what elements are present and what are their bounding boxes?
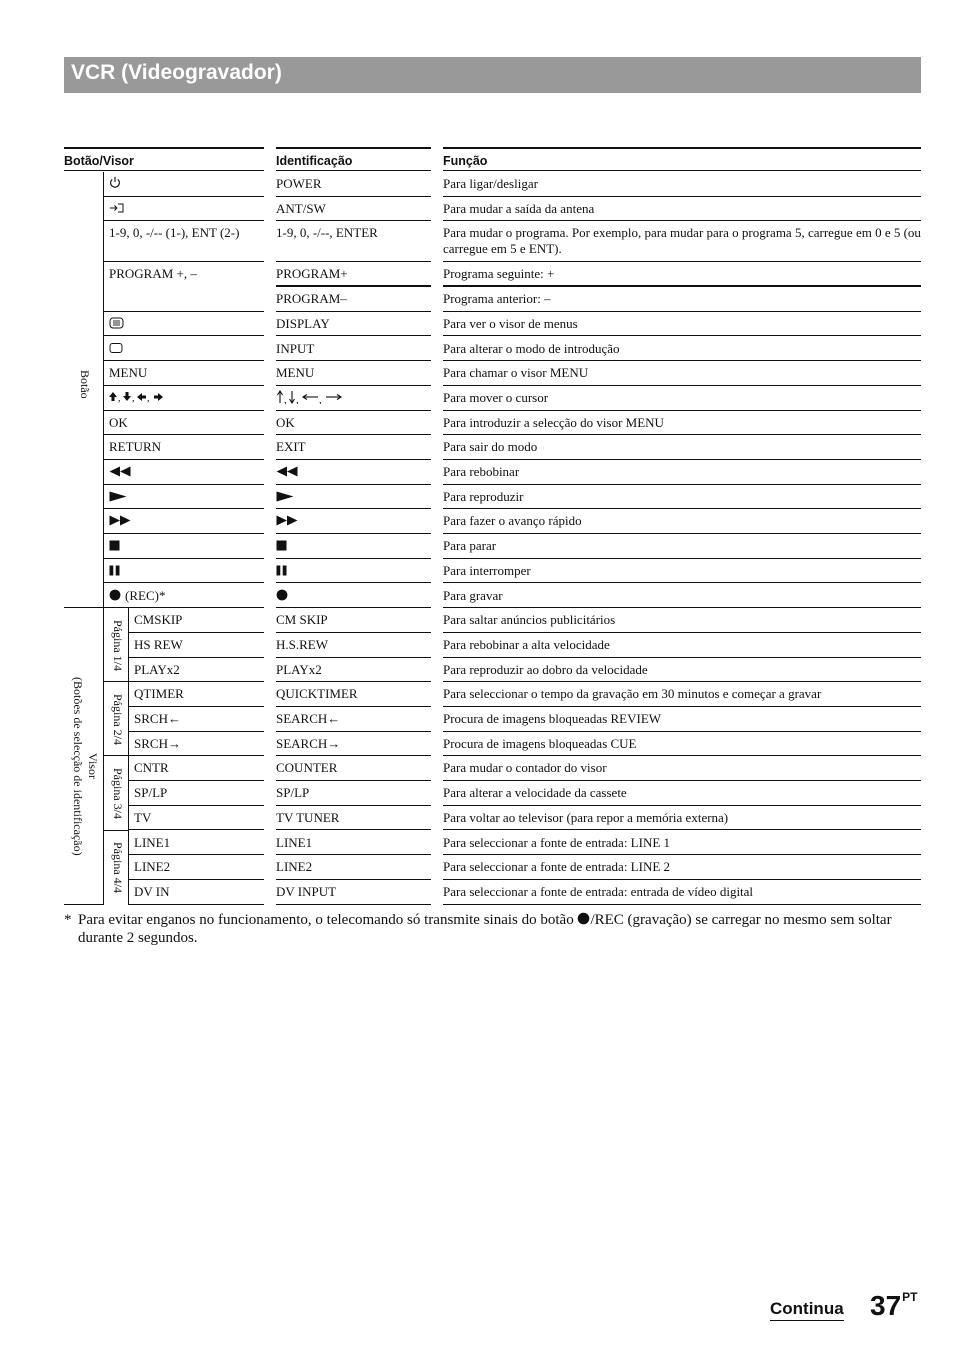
cell-text: Para voltar ao televisor (para repor a memória externa) (443, 809, 729, 825)
function-cell (443, 386, 921, 411)
input-icon (109, 342, 123, 354)
display-cell (129, 608, 264, 633)
function-cell (443, 509, 921, 534)
identification-cell (276, 411, 431, 436)
cell-text: Procura de imagens bloqueadas REVIEW (443, 711, 662, 726)
cell-text: Para introduzir a selecção do visor MENU (443, 414, 664, 430)
cell-text: MENU (276, 365, 315, 381)
identification-cell (276, 337, 431, 362)
cell-text: Para reproduzir (443, 488, 524, 504)
cell-text: (REC)* (125, 587, 166, 603)
svg-text:,: , (147, 392, 150, 403)
cell-text: INPUT (276, 340, 315, 356)
cell-text: SEARCH→ (276, 735, 341, 751)
cell-text: ANT/SW (276, 200, 326, 216)
button-cell (104, 197, 264, 222)
cell-text: Para interromper (443, 562, 531, 578)
cell-text: Para saltar anúncios publicitários (443, 612, 616, 628)
identification-cell (276, 855, 431, 880)
function-cell (443, 559, 921, 584)
cell-text: Para seleccionar a fonte de entrada: entrada de vídeo digital (443, 883, 754, 899)
cell-text: EXIT (276, 439, 306, 455)
cell-text: Para seleccionar a fonte de entrada: LINE 2 (443, 859, 671, 875)
button-cell (104, 435, 264, 460)
function-cell (443, 534, 921, 559)
footnote: * Para evitar enganos no funcionamento, o telecomando só transmite sinais do botão /REC (gravação) se carregar no mesmo sem soltar durante 2 segundos. (64, 912, 892, 946)
cell-text: TV (134, 809, 152, 825)
fast-forward-icon (276, 515, 298, 526)
identification-cell (276, 262, 431, 287)
cell-text: RETURN (109, 439, 161, 455)
page-separator (104, 755, 129, 756)
continue-label: Continua (770, 1299, 844, 1321)
button-cell (104, 509, 264, 534)
record-icon (276, 589, 288, 601)
identification-cell (276, 682, 431, 707)
function-cell (443, 855, 921, 880)
group-label-display: Visor (Botões de selecção de identificação) (71, 677, 100, 856)
play-icon (276, 491, 294, 502)
section-banner (64, 57, 921, 93)
cell-text: SRCH← (134, 711, 181, 726)
group-separator (64, 904, 104, 905)
cell-text: Para reproduzir ao dobro da velocidade (443, 661, 648, 677)
svg-text:,: , (132, 392, 135, 403)
function-cell (443, 485, 921, 510)
button-cell (104, 559, 264, 584)
function-cell (443, 435, 921, 460)
display-icon (109, 317, 124, 329)
identification-cell (276, 831, 431, 856)
pause-icon (109, 565, 120, 576)
svg-text:,: , (319, 393, 322, 404)
cell-text: OK (109, 414, 128, 430)
cell-text: Para mudar a saída da antena (443, 200, 595, 216)
display-cell (129, 682, 264, 707)
cell-text: DV IN (134, 883, 170, 899)
group-label-button: Botão (78, 370, 92, 399)
cell-text: QUICKTIMER (276, 686, 358, 702)
stop-icon (276, 540, 287, 551)
cell-text: DISPLAY (276, 315, 330, 331)
group-divider (103, 172, 104, 905)
button-cell (104, 534, 264, 559)
display-cell (129, 633, 264, 658)
identification-cell (276, 287, 431, 312)
header-button-display: Botão/Visor (64, 147, 264, 171)
function-cell (443, 682, 921, 707)
record-icon (577, 912, 590, 925)
cell-text: Procura de imagens bloqueadas CUE (443, 735, 637, 751)
stop-icon (109, 540, 120, 551)
button-cell (104, 460, 264, 485)
display-cell (129, 855, 264, 880)
button-cell (104, 584, 264, 609)
cell-text: HS REW (134, 636, 183, 652)
cell-text: PROGRAM+ (276, 266, 348, 282)
header-function: Função (443, 147, 921, 171)
display-cell (129, 831, 264, 856)
display-cell (129, 658, 264, 683)
cell-text: OK (276, 414, 295, 430)
button-cell (104, 337, 264, 362)
cell-text: LINE2 (134, 859, 171, 875)
identification-cell (276, 485, 431, 510)
identification-cell (276, 172, 431, 197)
cell-text: CNTR (134, 760, 169, 776)
cell-text: Para seleccionar o tempo da gravação em 30 minutos e começar a gravar (443, 686, 822, 702)
button-cell (104, 411, 264, 436)
section-title: VCR (Videogravador) (71, 61, 282, 84)
cell-text: Para rebobinar (443, 464, 520, 479)
function-cell (443, 460, 921, 485)
cell-text: Para alterar a velocidade da cassete (443, 785, 627, 801)
function-cell (443, 411, 921, 436)
function-cell (443, 172, 921, 197)
cursor-arrows-icon (276, 390, 344, 404)
cell-text: MENU (109, 365, 148, 381)
cell-text: LINE1 (134, 834, 171, 850)
function-cell (443, 732, 921, 757)
header-identification: Identificação (276, 147, 431, 171)
cell-text: Para rebobinar a alta velocidade (443, 636, 610, 652)
identification-cell (276, 361, 431, 386)
play-icon (109, 491, 127, 502)
fast-forward-icon (109, 515, 131, 526)
function-cell (443, 633, 921, 658)
cell-text: Para chamar o visor MENU (443, 365, 589, 381)
button-cell (104, 312, 264, 337)
display-cell (129, 781, 264, 806)
function-cell (443, 806, 921, 831)
cell-text: CMSKIP (134, 612, 183, 628)
cell-text: Para gravar (443, 587, 503, 603)
cell-text: PLAYx2 (276, 661, 322, 677)
page-separator (104, 830, 129, 831)
identification-cell (276, 781, 431, 806)
group-separator (64, 607, 104, 608)
identification-cell (276, 732, 431, 757)
pause-icon (276, 565, 287, 576)
identification-cell (276, 707, 431, 732)
page-label: Página 4/4 (111, 842, 125, 894)
svg-text:,: , (118, 392, 121, 403)
cell-text: Programa seguinte: + (443, 266, 555, 282)
button-cell (104, 221, 264, 262)
identification-cell (276, 534, 431, 559)
display-cell (129, 732, 264, 757)
page-label: Página 1/4 (111, 619, 125, 671)
cell-text: Programa anterior: – (443, 291, 551, 307)
cell-text: H.S.REW (276, 636, 328, 652)
cell-text: Para seleccionar a fonte de entrada: LINE 1 (443, 834, 671, 850)
cell-text: PROGRAM– (276, 291, 347, 307)
rewind-icon (276, 466, 298, 477)
function-cell (443, 197, 921, 222)
cell-text: PLAYx2 (134, 661, 180, 677)
cell-text: Para mudar o contador do visor (443, 760, 607, 776)
cell-text: CM SKIP (276, 612, 328, 628)
function-cell (443, 337, 921, 362)
identification-cell (276, 559, 431, 584)
display-cell (129, 880, 264, 905)
cell-text: SRCH→ (134, 735, 181, 751)
cell-text: Para mover o cursor (443, 389, 549, 405)
cell-text: Para alterar o modo de introdução (443, 340, 620, 356)
button-cell (104, 262, 264, 311)
display-cell (129, 756, 264, 781)
cell-text: SP/LP (134, 785, 168, 801)
cell-text: DV INPUT (276, 883, 337, 899)
cell-text: PROGRAM +, – (109, 266, 197, 282)
function-cell (443, 221, 921, 262)
display-cell (129, 707, 264, 732)
identification-cell (276, 197, 431, 222)
function-cell (443, 287, 921, 312)
cell-text: Para sair do modo (443, 439, 538, 455)
function-cell (443, 361, 921, 386)
identification-cell (276, 312, 431, 337)
cell-text: LINE1 (276, 834, 313, 850)
cell-text: Para mudar o programa. Por exemplo, para mudar para o programa 5, carregue em 0 e 5 (ou carregue em 5 e ENT). (443, 225, 921, 257)
cell-text: 1-9, 0, -/-- (1-), ENT (2-) (109, 225, 240, 241)
power-icon (109, 176, 121, 189)
identification-cell (276, 386, 431, 411)
identification-cell (276, 435, 431, 460)
cell-text: SEARCH← (276, 711, 341, 726)
cell-text: COUNTER (276, 760, 338, 776)
cell-text: Para parar (443, 538, 497, 554)
identification-cell (276, 806, 431, 831)
arrow-keys-icon (109, 391, 165, 403)
identification-cell (276, 509, 431, 534)
button-cell (104, 386, 264, 411)
identification-cell (276, 880, 431, 905)
identification-cell (276, 608, 431, 633)
function-cell (443, 756, 921, 781)
page-label: Página 2/4 (111, 693, 125, 745)
svg-text:,: , (296, 393, 299, 404)
button-cell (104, 361, 264, 386)
function-cell (443, 707, 921, 732)
cell-text: TV TUNER (276, 809, 340, 825)
identification-cell (276, 460, 431, 485)
function-cell (443, 781, 921, 806)
identification-cell (276, 633, 431, 658)
page-number: $37^{PT}$ (870, 1290, 918, 1321)
cell-text: SP/LP (276, 785, 310, 801)
cell-text: POWER (276, 176, 322, 191)
button-cell (104, 485, 264, 510)
rewind-icon (109, 466, 131, 477)
cell-text: 1-9, 0, -/--, ENTER (276, 225, 378, 241)
identification-cell (276, 756, 431, 781)
cell-text: Para ligar/desligar (443, 176, 538, 191)
page-label: Página 3/4 (111, 767, 125, 819)
cell-text: QTIMER (134, 686, 184, 702)
function-cell (443, 262, 921, 287)
function-cell (443, 831, 921, 856)
cell-text: LINE2 (276, 859, 313, 875)
page-separator (104, 681, 129, 682)
function-cell (443, 608, 921, 633)
antenna-switch-icon (109, 202, 125, 214)
cell-text: Para fazer o avanço rápido (443, 513, 582, 529)
svg-text:,: , (284, 393, 287, 404)
identification-cell (276, 221, 431, 262)
cell-text: Para ver o visor de menus (443, 315, 578, 331)
function-cell (443, 880, 921, 905)
record-icon (109, 589, 121, 601)
button-cell (104, 172, 264, 197)
function-cell (443, 584, 921, 609)
function-cell (443, 658, 921, 683)
identification-cell (276, 584, 431, 609)
function-cell (443, 312, 921, 337)
identification-cell (276, 658, 431, 683)
display-cell (129, 806, 264, 831)
